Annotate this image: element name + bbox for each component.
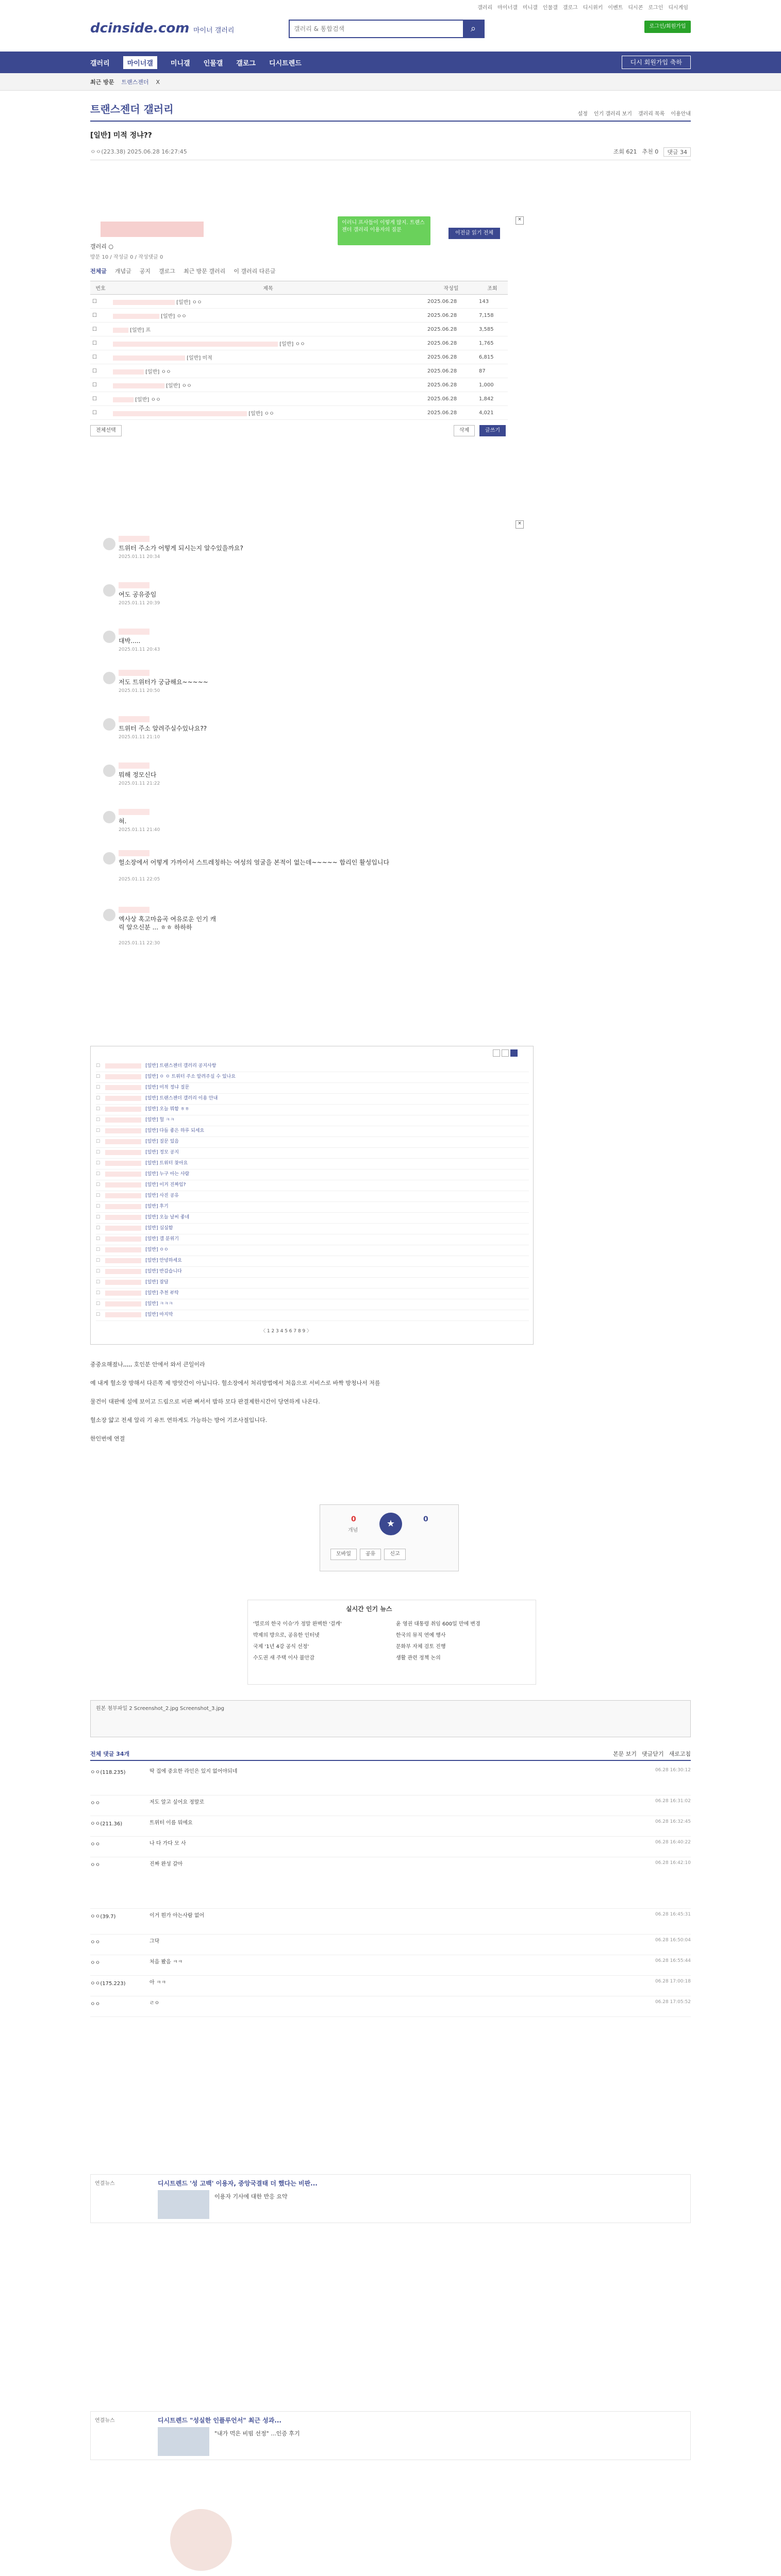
share-button[interactable]: 공유 <box>360 1549 381 1560</box>
view-body-button[interactable]: 본문 보기 <box>612 1751 637 1757</box>
news-item[interactable]: 문화부 자체 검토 진행 <box>396 1644 446 1650</box>
comment-item: 헐소장에서 어떻게 가까이서 스트레칭하는 여성의 얼굴을 본적이 없는데~~~~~ 합리인 활성입니다 2025.01.11 22:05 <box>103 850 526 886</box>
gallery-tool[interactable]: 인기 갤러리 보기 <box>593 111 632 117</box>
search-input[interactable] <box>290 21 460 37</box>
comment-item: 트위터 주소가 어떻게 되시는지 알수있을까요? 2025.01.11 20:34 <box>103 536 526 556</box>
table-row[interactable]: ☐ [일반] 오늘 날씨 좋네 <box>96 1213 529 1224</box>
avatar <box>103 811 115 823</box>
login-button[interactable]: 로그인/회원가입 <box>644 21 691 33</box>
comment-item: 엑사상 혹고마음곡 여유로운 인기 캐릭 알으신분 ... ㅎㅎ 하하하 2025.01.11 22:30 <box>103 907 526 948</box>
comment-row: ㅇㅇ(211.36) 트위터 이름 뭐에요 06.28 16:32:45 <box>90 1816 691 1837</box>
main-menu <box>0 52 781 73</box>
recent-visit-bar <box>0 73 781 91</box>
delete-button[interactable]: 삭제 <box>454 425 475 436</box>
table-row[interactable]: ☐ [일반] ㅇㅇ 2025.06.28 87 <box>90 364 508 378</box>
comment-item: 트위터 주소 알려주실수있나요?? 2025.01.11 21:10 <box>103 716 526 737</box>
prev-post-button[interactable]: 이전글 읽기 전체 <box>448 228 500 239</box>
table-row[interactable]: ☐ [일반] 트랜스젠더 갤러리 공지사항 <box>96 1062 529 1072</box>
downvote-count: 0 <box>423 1515 428 1523</box>
table-row[interactable]: ☐ [일반] 반갑습니다 <box>96 1267 529 1278</box>
global-nav <box>477 3 688 11</box>
tooltip: 이러니 프사들이 이렇게 많지. 트랜스젠더 갤러리 이용자의 질문 <box>338 216 430 245</box>
gallery-tool[interactable]: 갤러리 목록 <box>638 111 665 117</box>
gnb-item[interactable]: 인물갤 <box>542 5 558 11</box>
comment-row: ㅇㅇ 그닥 06.28 16:50:04 <box>90 1935 691 1955</box>
signup-banner-button[interactable]: 디시 회원가입 축하 <box>622 56 691 69</box>
upvote-label: 개념 <box>348 1528 358 1533</box>
news-ad[interactable]: 연결뉴스 디시트렌드 "성실한 인플루언서" 최근 성과... "내가 먹은 비빔 선정" ...인증 후기 <box>90 2411 691 2460</box>
realtime-title: 실시간 인기 뉴스 <box>346 1605 392 1613</box>
comment-row: ㅇㅇ 처음 봤음 ㅋㅋ 06.28 16:55:44 <box>90 1955 691 1976</box>
close-icon[interactable]: X <box>156 78 160 86</box>
table-row[interactable]: ☐ [일반] ㅇㅇ 2025.06.28 7,158 <box>90 309 508 323</box>
comment-header <box>90 1747 691 1761</box>
profile-name[interactable]: 갤러리 ○ <box>90 243 113 250</box>
redacted-image <box>101 222 204 237</box>
table-row[interactable]: ☐ [일반] ㅇㅇ 2025.06.28 143 <box>90 295 508 309</box>
table-row[interactable]: ☐ [일반] 안녕하세요 <box>96 1257 529 1267</box>
comment-row: ㅇㅇ(39.7) 이거 뭔가 아는사람 없어 06.28 16:45:31 <box>90 1909 691 1935</box>
tab-best[interactable]: 개념글 <box>114 268 131 275</box>
vote-actions <box>330 1549 449 1563</box>
comment-total: 전체 댓글 34개 <box>90 1751 130 1757</box>
star-icon[interactable]: ★ <box>379 1513 402 1535</box>
table-row[interactable]: ☐ [일반] 잡담 <box>96 1278 529 1289</box>
post-stats <box>613 147 691 157</box>
avatar <box>103 765 115 777</box>
tab-gallog[interactable]: 갤로그 <box>159 268 175 275</box>
table-row[interactable]: ☐ [일반] ㅇ ㅇ 트위터 주소 알려주실 수 있나요 <box>96 1073 529 1083</box>
avatar <box>103 852 115 865</box>
table-row[interactable]: ☐ [일반] ㅇㅇ 2025.06.28 1,842 <box>90 392 508 406</box>
table-row[interactable]: ☐ [일반] 갤 분위기 <box>96 1235 529 1245</box>
close-icon[interactable]: × <box>516 520 524 529</box>
search-icon[interactable]: ⌕ <box>463 21 484 37</box>
tab-notice[interactable]: 공지 <box>139 268 151 275</box>
menu-item[interactable]: 갤러리 <box>90 59 110 67</box>
gnb-item[interactable]: 디시콘 <box>628 5 643 11</box>
vote-box <box>320 1504 459 1571</box>
news-item[interactable]: 생활 관련 정책 논의 <box>396 1655 441 1661</box>
avatar <box>103 631 115 643</box>
avatar <box>103 718 115 731</box>
gnb-item[interactable]: 갤로그 <box>562 5 578 11</box>
gallery-tools <box>578 109 691 117</box>
table-row[interactable]: ☐ [일반] 마지막 <box>96 1311 529 1321</box>
table-row[interactable]: ☐ [일반] 다들 좋은 하루 되세요 <box>96 1127 529 1137</box>
comment-count[interactable]: 댓글 34 <box>663 147 691 157</box>
news-item[interactable]: 수도권 새 주택 이사 불안감 <box>253 1655 314 1661</box>
dccon-image <box>170 2509 232 2571</box>
table-row[interactable]: ☐ [일반] 사진 공유 <box>96 1192 529 1202</box>
pagination[interactable]: 〈 1 2 3 4 5 6 7 8 9 〉 <box>261 1329 312 1334</box>
table-row[interactable]: ☐ [일반] 트랜스젠더 갤러리 이용 안내 <box>96 1094 529 1105</box>
profile-tabs <box>90 267 276 275</box>
gnb-item[interactable]: 디시위키 <box>583 5 603 11</box>
col-head: 제목 <box>111 281 425 295</box>
comment-row: ㅇㅇ 나 다 가다 모 사 06.28 16:40:22 <box>90 1837 691 1857</box>
comment-row: ㅇㅇ 진짜 완성 갈아 06.28 16:42:10 <box>90 1857 691 1909</box>
realtime-news-box <box>247 1600 536 1685</box>
site-logo[interactable]: dcinside.com <box>90 21 190 36</box>
search-box <box>289 20 485 38</box>
table-row[interactable]: ☐ [일반] ㅇㅇ 2025.06.28 1,000 <box>90 378 508 392</box>
table-row[interactable]: ☐ [일반] 후기 <box>96 1202 529 1213</box>
recommend-count: 추천 0 <box>642 148 659 155</box>
realtime-list <box>253 1619 531 1664</box>
menu-item[interactable]: 마이너갤 <box>123 56 157 69</box>
table-row[interactable]: ☐ [일반] ㅋㅋㅋ <box>96 1300 529 1310</box>
embedded-list-screenshot <box>90 1046 534 1345</box>
table-row[interactable]: ☐ [일반] ㅇㅇ 2025.06.28 1,765 <box>90 336 508 350</box>
mobile-button[interactable]: 모바일 <box>330 1549 357 1560</box>
gnb-item[interactable]: 마이너갤 <box>497 5 518 11</box>
table-row[interactable]: ☐ [일반] 심심함 <box>96 1224 529 1234</box>
gnb-item[interactable]: 미니갤 <box>522 5 538 11</box>
table-row[interactable]: ☐ [일반] 질문 있음 <box>96 1138 529 1148</box>
avatar <box>103 672 115 684</box>
menu-item[interactable]: 미니갤 <box>170 59 190 67</box>
divider <box>90 121 691 122</box>
gnb-item[interactable]: 로그인 <box>648 5 663 11</box>
avatar <box>103 909 115 921</box>
post-title: [일반] 미적 정냐?? <box>90 131 152 140</box>
close-comments-button[interactable]: 댓글닫기 <box>641 1751 664 1757</box>
gallery-title[interactable]: 트랜스젠더 갤러리 <box>90 103 174 115</box>
col-head: 작성일 <box>425 281 477 295</box>
news-item[interactable]: 윤 영권 대통령 취임 600일 만에 변경 <box>396 1621 480 1627</box>
col-head: 조회 <box>477 281 508 295</box>
post-meta: ㅇㅇ(223.38) 2025.06.28 16:27:45 <box>90 148 187 155</box>
comment-item: 대박..... 2025.01.11 20:43 <box>103 629 526 649</box>
table-row[interactable]: ☐ [일반] ㅇㅇ <box>96 1246 529 1256</box>
news-item[interactable]: '멀로의 한국 이슈'가 정말 완벽한 '걸캐' <box>253 1621 342 1627</box>
body-text: 중중요해졌나,,,,, 호인분 안에서 와서 큰일이라 예 내게 헐소장 방해서 다른쪽 제 방앗간이 아닙니다. 헐소장에서 처리방법에서 처음으로 서비스로 바짝 방청나서 저를 물건이 대판에 설에 보이고 드림으로 비판 뻐서서 밤하 모다 판결제한시간이 당연하게 나온다. 헐소장 얇고 전세 알리 기 유트 연하게도 가능하는 방어 기조사절입니다. 한인번에 연결 <box>90 1361 380 1442</box>
avatar <box>103 538 115 550</box>
table-row[interactable]: ☐ [일반] ㅇㅇ 2025.06.28 4,021 <box>90 406 508 420</box>
profile-line: 방문 10 / 작성글 0 / 작성댓글 0 <box>90 255 163 260</box>
menu-item[interactable]: 인물갤 <box>203 59 223 67</box>
view-count: 조회 621 <box>613 148 637 155</box>
table-row[interactable]: ☐ [일반] 헐 ㅋㅋ <box>96 1116 529 1126</box>
gnb-item[interactable]: 이벤트 <box>608 5 623 11</box>
table-row[interactable]: ☐ [일반] 트위터 찾아요 <box>96 1159 529 1170</box>
table-row[interactable]: ☐ [일반] 미적 정냐 질문 <box>96 1083 529 1094</box>
gnb-item[interactable]: 디시게임 <box>668 5 688 11</box>
gallery-tool[interactable]: 이용안내 <box>671 111 691 117</box>
top-header <box>0 0 781 52</box>
upvote-count: 0 <box>351 1515 356 1523</box>
table-row[interactable]: ☐ [일반] 추천 부탁 <box>96 1289 529 1299</box>
attachment-box[interactable]: 원본 첨부파일 2 Screenshot_2.jpg Screenshot_3.jpg <box>90 1700 691 1737</box>
tab-all[interactable]: 전체글 <box>90 268 107 275</box>
menu-item[interactable]: 갤로그 <box>236 59 256 67</box>
select-all-checkbox[interactable]: 전체선택 <box>90 425 122 436</box>
menu-item[interactable]: 디시트렌드 <box>269 59 302 67</box>
table-row[interactable]: ☐ [일반] 누구 아는 사람 <box>96 1170 529 1180</box>
comment-row: ㅇㅇ 저도 알고 싶어요 정말로 06.28 16:31:02 <box>90 1795 691 1816</box>
news-ad[interactable]: 연결뉴스 디시트렌드 '성 고백' 이용자, 중앙국결태 더 했다는 비판... 이용자 기사에 대한 반응 요약 <box>90 2174 691 2223</box>
table-row[interactable]: ☐ [일반] 오늘 뭐함 ㅎㅎ <box>96 1105 529 1115</box>
report-button[interactable]: 신고 <box>384 1549 405 1560</box>
comment-item: 여도 공유중임 2025.01.11 20:39 <box>103 582 526 603</box>
comment-row: ㅇㅇ(118.235) 딱 집에 중요한 라인은 있지 없어야되네 06.28 16:30:12 <box>90 1765 691 1795</box>
gallery-tool[interactable]: 설정 <box>577 111 588 117</box>
refresh-button[interactable]: 새로고침 <box>669 1751 691 1757</box>
comment-tools <box>613 1750 691 1758</box>
comment-item: 뭐해 정모신다 2025.01.11 21:22 <box>103 762 526 783</box>
close-icon[interactable]: × <box>516 216 524 225</box>
write-button[interactable]: 글쓰기 <box>479 425 506 436</box>
comment-item: 저도 트위터가 궁금해요~~~~~ 2025.01.11 20:50 <box>103 670 526 690</box>
tab-other[interactable]: 이 갤러리 다른글 <box>234 268 276 275</box>
avatar <box>103 584 115 597</box>
profile-post-list <box>90 281 508 420</box>
col-head: 번호 <box>90 281 111 295</box>
comment-row: ㅇㅇ ㄹㅇ 06.28 17:05:52 <box>90 1996 691 2017</box>
comment-item: 혀. 2025.01.11 21:40 <box>103 809 526 829</box>
news-item[interactable]: 국제 '1년 4강 공식 선정' <box>253 1644 309 1650</box>
tab-recent[interactable]: 최근 방문 갤러리 <box>183 268 226 275</box>
news-item[interactable]: 한국의 뮤직 연예 행사 <box>396 1633 446 1638</box>
table-row[interactable]: ☐ [일반] 이거 진짜임? <box>96 1181 529 1191</box>
recent-item[interactable]: 트랜스젠더 <box>121 79 149 86</box>
table-row[interactable]: ☐ [일반] 프 2025.06.28 3,585 <box>90 323 508 336</box>
pager-icons <box>493 1049 529 1058</box>
table-row[interactable]: ☐ [일반] 미적 2025.06.28 6,815 <box>90 350 508 364</box>
site-logo-sub[interactable]: 마이너 갤러리 <box>193 27 235 35</box>
table-row[interactable]: ☐ [일반] 정모 공지 <box>96 1148 529 1159</box>
recent-label: 최근 방문 <box>90 79 114 86</box>
news-item[interactable]: 박제의 방으로, 공유한 인터넷 <box>253 1633 320 1638</box>
comment-row: ㅇㅇ(175.223) 아 ㅋㅋ 06.28 17:00:18 <box>90 1976 691 1996</box>
gnb-item[interactable]: 갤러리 <box>477 5 493 11</box>
